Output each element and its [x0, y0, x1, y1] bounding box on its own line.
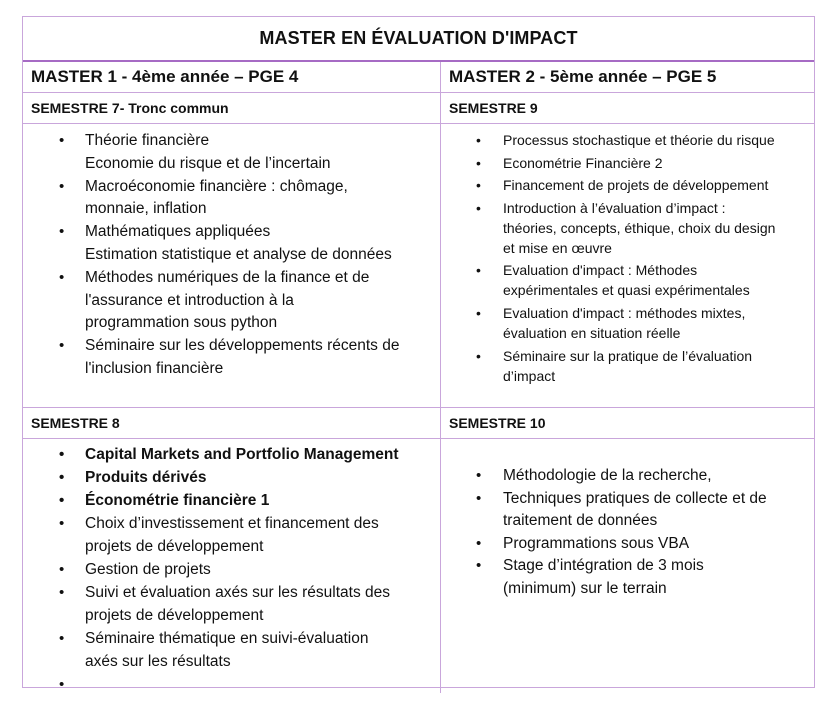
course-item-line: • Evaluation d'impact : Méthodes: [503, 262, 698, 279]
semester9-heading: SEMESTRE 9: [449, 100, 538, 116]
course-item: [85, 558, 434, 581]
semester7-courses: [23, 124, 441, 407]
semester-header-row-1: [23, 93, 814, 124]
course-item-line: • Économétrie financière 1: [85, 492, 270, 509]
course-item-line: projets de développement: [85, 607, 264, 624]
course-item: [85, 443, 434, 466]
program-table: [22, 16, 815, 688]
course-item: [85, 512, 434, 558]
course-item: [503, 533, 810, 556]
course-item: [503, 303, 810, 343]
master2-heading: MASTER 2 - 5ème année – PGE 5: [449, 67, 717, 86]
course-item-line: axés sur les résultats: [85, 653, 231, 670]
course-item-line: • Mathématiques appliquées: [85, 223, 271, 241]
course-item-line: • Suivi et évaluation axés sur les résultats des: [85, 584, 390, 601]
semester8-courses: [23, 439, 441, 693]
master-header-row: [23, 62, 814, 93]
course-item: [85, 466, 434, 489]
course-item-line: • Méthodologie de la recherche,: [503, 467, 712, 484]
course-item: [503, 346, 810, 386]
course-item: [85, 130, 434, 176]
course-item-line: (minimum) sur le terrain: [503, 579, 667, 597]
semester10-courses: [441, 439, 814, 693]
course-item-line: • Produits dérivés: [85, 469, 207, 486]
course-item-line: et mise en œuvre: [503, 239, 612, 256]
course-item: [503, 260, 810, 300]
course-item: [85, 335, 434, 381]
course-item: [503, 153, 810, 173]
course-item-line: évaluation en situation réelle: [503, 324, 681, 341]
course-item-line: expérimentales et quasi expérimentales: [503, 282, 750, 299]
course-item: [85, 176, 434, 222]
course-item-line: • Méthodes numériques de la finance et de: [85, 268, 370, 286]
course-item-line: • Processus stochastique et théorie du risque: [503, 132, 775, 148]
semester7-list: [23, 124, 440, 381]
course-item-line: • Evaluation d'impact : méthodes mixtes,: [503, 304, 746, 321]
course-item-line: traitement de données: [503, 512, 658, 529]
course-item-line: • Financement de projets de développement: [503, 177, 769, 194]
semester8-list: [23, 439, 440, 696]
course-item-line: • Séminaire thématique en suivi-évaluation: [85, 630, 369, 647]
semester8-heading: SEMESTRE 8: [23, 408, 441, 438]
course-item-line: Economie du risque et de l’incertain: [85, 154, 331, 172]
course-item-line: • Stage d’intégration de 3 mois: [503, 557, 704, 574]
course-item-line: théories, concepts, éthique, choix du design: [503, 219, 776, 236]
course-item: [85, 221, 434, 267]
course-item-line: • Capital Markets and Portfolio Management: [85, 446, 399, 463]
course-item: [85, 581, 434, 627]
semester9-courses: [441, 124, 814, 407]
course-item-line: • Introduction à l’évaluation d’impact :: [503, 199, 726, 216]
semester10-heading: SEMESTRE 10: [449, 415, 546, 431]
course-item-line: monnaie, inflation: [85, 200, 207, 218]
table-title: MASTER EN ÉVALUATION D'IMPACT: [23, 17, 814, 62]
course-item: [85, 673, 434, 696]
course-item-line: • Programmations sous VBA: [503, 534, 690, 552]
course-item-line: • Séminaire sur la pratique de l’évaluation: [503, 347, 753, 364]
content-row-2: [23, 439, 814, 693]
course-item: [503, 130, 810, 150]
course-item-line: d’impact: [503, 367, 556, 384]
course-item: [85, 267, 434, 335]
semester-header-row-2: [23, 408, 814, 439]
course-item-line: • Théorie financière: [85, 132, 210, 149]
course-item-line: • Econométrie Financière 2: [503, 154, 663, 171]
course-item: [503, 488, 810, 533]
course-item-line: Estimation statistique et analyse de données: [85, 245, 392, 263]
semester9-list: [441, 124, 814, 386]
course-item-line: l'inclusion financière: [85, 359, 224, 377]
course-item: [85, 489, 434, 512]
course-item-line: • Techniques pratiques de collecte et de: [503, 489, 767, 507]
course-item: [503, 198, 810, 258]
course-item: [503, 465, 810, 488]
course-item-line: programmation sous python: [85, 314, 278, 332]
course-item-line: [85, 673, 434, 696]
course-item-line: • Macroéconomie financière : chômage,: [85, 177, 348, 195]
course-item-line: projets de développement: [85, 538, 264, 555]
course-item: [503, 175, 810, 195]
course-item-line: • Séminaire sur les développements récents de: [85, 337, 400, 355]
course-item: [85, 627, 434, 673]
course-item-line: • Gestion de projets: [85, 561, 211, 578]
semester10-list: [441, 439, 814, 600]
content-row-1: [23, 124, 814, 408]
course-item-line: • Choix d’investissement et financement des: [85, 515, 379, 532]
semester7-heading: SEMESTRE 7- Tronc commun: [23, 93, 441, 123]
course-item: [503, 555, 810, 600]
master1-heading: MASTER 1 - 4ème année – PGE 4: [23, 62, 441, 92]
course-item-line: l'assurance et introduction à la: [85, 291, 294, 309]
